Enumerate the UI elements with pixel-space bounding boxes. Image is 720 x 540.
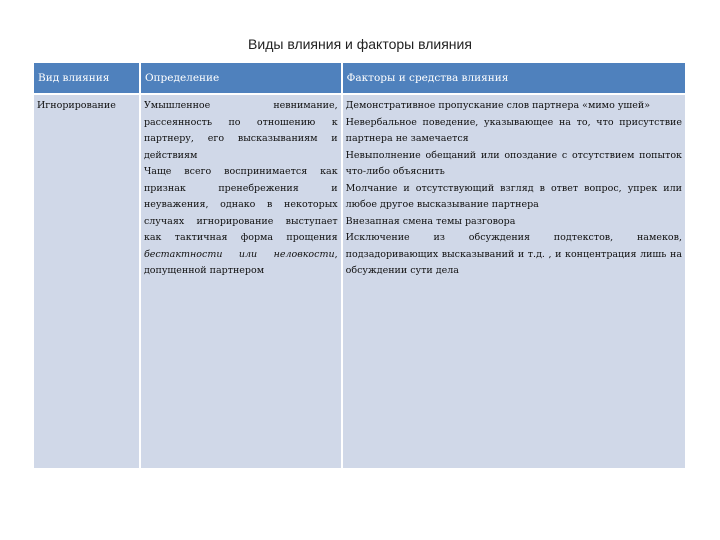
definition-text-end: , допущенной партнером <box>143 248 338 276</box>
factor-item: Невербальное поведение, указывающее на то, что присутствие партнера не замечается <box>345 116 682 144</box>
definition-paragraph-1: Умышленное невнимание, рассеянность по отношению к партнеру, его высказываниям и действиям <box>143 100 338 161</box>
factor-item: Молчание и отсутствующий взгляд в ответ вопрос, упрек или любое другое высказывание партнера <box>345 182 682 210</box>
slide-title: Виды влияния и факторы влияния <box>248 36 472 52</box>
factor-item: Демонстративное пропускание слов партнера «мимо ушей» <box>345 100 651 111</box>
header-factors: Факторы и средства влияния <box>342 63 685 94</box>
definition-text: Чаще всего воспринимается как признак пренебрежения и неуважения, однако в некоторых случаях игнорирование выступает как тактичная форма прощения <box>143 166 338 243</box>
table-row <box>34 94 685 468</box>
cell-factors <box>342 94 685 468</box>
influence-type: Игнорирование <box>37 100 116 111</box>
factor-item: Исключение из обсуждения подтекстов, намеков, подзадоривающих высказываний и т.д. , и концентрация лишь на обсуждении сути дела <box>345 232 682 276</box>
table-header-row <box>34 63 685 94</box>
header-definition: Определение <box>140 63 342 94</box>
cell-definition <box>140 94 342 468</box>
definition-italic-text: бестактности или неловкости <box>143 248 335 260</box>
influence-table <box>34 63 685 468</box>
factor-item: Невыполнение обещаний или опоздание с отсутствием попыток что-либо объяснить <box>345 149 682 177</box>
header-type: Вид влияния <box>34 63 140 94</box>
factor-item: Внезапная смена темы разговора <box>345 215 516 227</box>
definition-paragraph-2 <box>144 164 338 280</box>
cell-type <box>34 94 140 468</box>
